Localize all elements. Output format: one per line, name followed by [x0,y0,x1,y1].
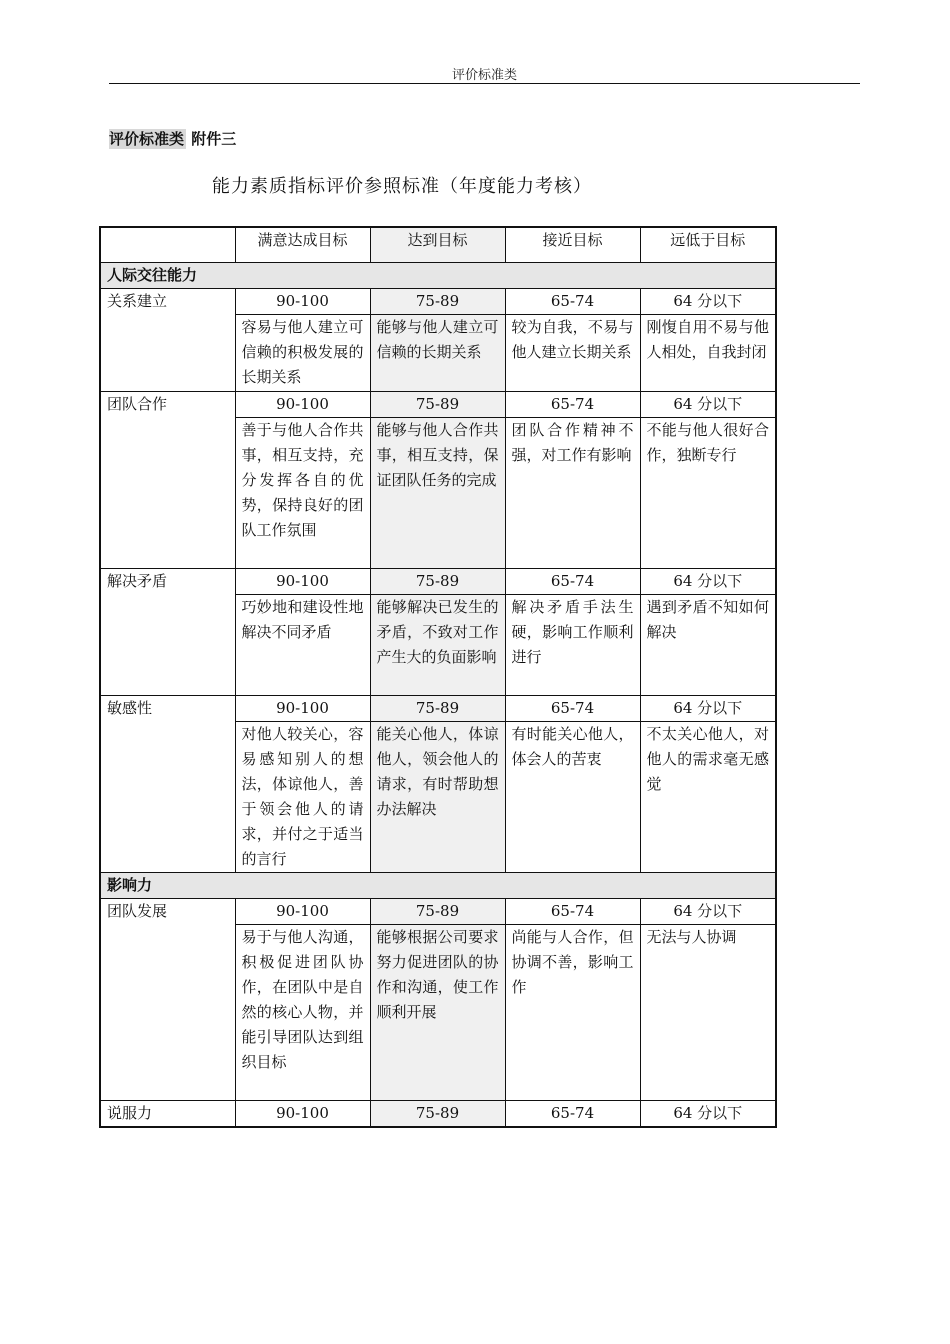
section-label-rest: 附件三 [186,130,237,148]
score-cell: 75-89 [370,1101,505,1128]
description-cell: 尚能与人合作，但协调不善，影响工作 [505,925,640,1101]
table-row [100,1101,776,1128]
score-cell: 90-100 [235,1101,370,1128]
group-row [100,263,776,289]
description-cell: 巧妙地和建设性地解决不同矛盾 [235,595,370,696]
table-row [100,392,776,418]
description-cell: 易于与他人沟通，积极促进团队协作，在团队中是自然的核心人物，并能引导团队达到组织目标 [235,925,370,1101]
score-cell: 65-74 [505,1101,640,1128]
column-header: 远低于目标 [640,227,776,263]
group-title: 人际交往能力 [100,263,776,289]
score-cell: 65-74 [505,392,640,418]
description-cell: 有时能关心他人，体会人的苦衷 [505,722,640,873]
score-cell: 65-74 [505,289,640,315]
description-cell: 不太关心他人，对他人的需求毫无感觉 [640,722,776,873]
document-title: 能力素质指标评价参照标准（年度能力考核） [212,176,592,197]
score-cell: 75-89 [370,696,505,722]
item-name: 解决矛盾 [100,569,235,696]
table-row [100,899,776,925]
evaluation-table [99,226,777,1128]
column-header: 接近目标 [505,227,640,263]
score-cell: 90-100 [235,899,370,925]
description-cell: 能关心他人，体谅他人，领会他人的请求，有时帮助想办法解决 [370,722,505,873]
score-cell: 65-74 [505,899,640,925]
description-cell: 无法与人协调 [640,925,776,1101]
column-header: 满意达成目标 [235,227,370,263]
score-cell: 75-89 [370,899,505,925]
running-header: 评价标准类 [451,68,517,83]
item-name: 团队发展 [100,899,235,1101]
score-cell: 64 分以下 [640,1101,776,1128]
table-row [100,696,776,722]
description-cell: 能够与他人合作共事，相互支持，保证团队任务的完成 [370,418,505,569]
section-label [109,128,236,149]
score-cell: 75-89 [370,289,505,315]
score-cell: 90-100 [235,696,370,722]
table-row [100,569,776,595]
score-cell: 65-74 [505,569,640,595]
table-header-row [100,227,776,263]
description-cell: 能够与他人建立可信赖的长期关系 [370,315,505,392]
group-row [100,873,776,899]
description-cell: 较为自我，不易与他人建立长期关系 [505,315,640,392]
score-cell: 64 分以下 [640,696,776,722]
table-row [100,289,776,315]
description-cell: 团队合作精神不强，对工作有影响 [505,418,640,569]
description-cell: 对他人较关心，容易感知别人的想法，体谅他人，善于领会他人的请求，并付之于适当的言行 [235,722,370,873]
score-cell: 90-100 [235,392,370,418]
score-cell: 64 分以下 [640,392,776,418]
description-cell: 不能与他人很好合作，独断专行 [640,418,776,569]
description-cell: 能够解决已发生的矛盾，不致对工作产生大的负面影响 [370,595,505,696]
description-cell: 能够根据公司要求努力促进团队的协作和沟通，使工作顺利开展 [370,925,505,1101]
item-name: 说服力 [100,1101,235,1128]
description-cell: 解决矛盾手法生硬，影响工作顺利进行 [505,595,640,696]
description-cell: 刚愎自用不易与他人相处，自我封闭 [640,315,776,392]
header-rule [109,83,860,84]
score-cell: 64 分以下 [640,569,776,595]
description-cell: 遇到矛盾不知如何解决 [640,595,776,696]
score-cell: 90-100 [235,289,370,315]
score-cell: 75-89 [370,392,505,418]
description-cell: 善于与他人合作共事，相互支持，充分发挥各自的优势，保持良好的团队工作氛围 [235,418,370,569]
item-name: 敏感性 [100,696,235,873]
group-title: 影响力 [100,873,776,899]
description-cell: 容易与他人建立可信赖的积极发展的长期关系 [235,315,370,392]
column-header [100,227,235,263]
column-header: 达到目标 [370,227,505,263]
score-cell: 65-74 [505,696,640,722]
score-cell: 64 分以下 [640,899,776,925]
item-name: 关系建立 [100,289,235,392]
score-cell: 75-89 [370,569,505,595]
item-name: 团队合作 [100,392,235,569]
score-cell: 64 分以下 [640,289,776,315]
score-cell: 90-100 [235,569,370,595]
section-label-highlight: 评价标准类 [109,130,185,148]
